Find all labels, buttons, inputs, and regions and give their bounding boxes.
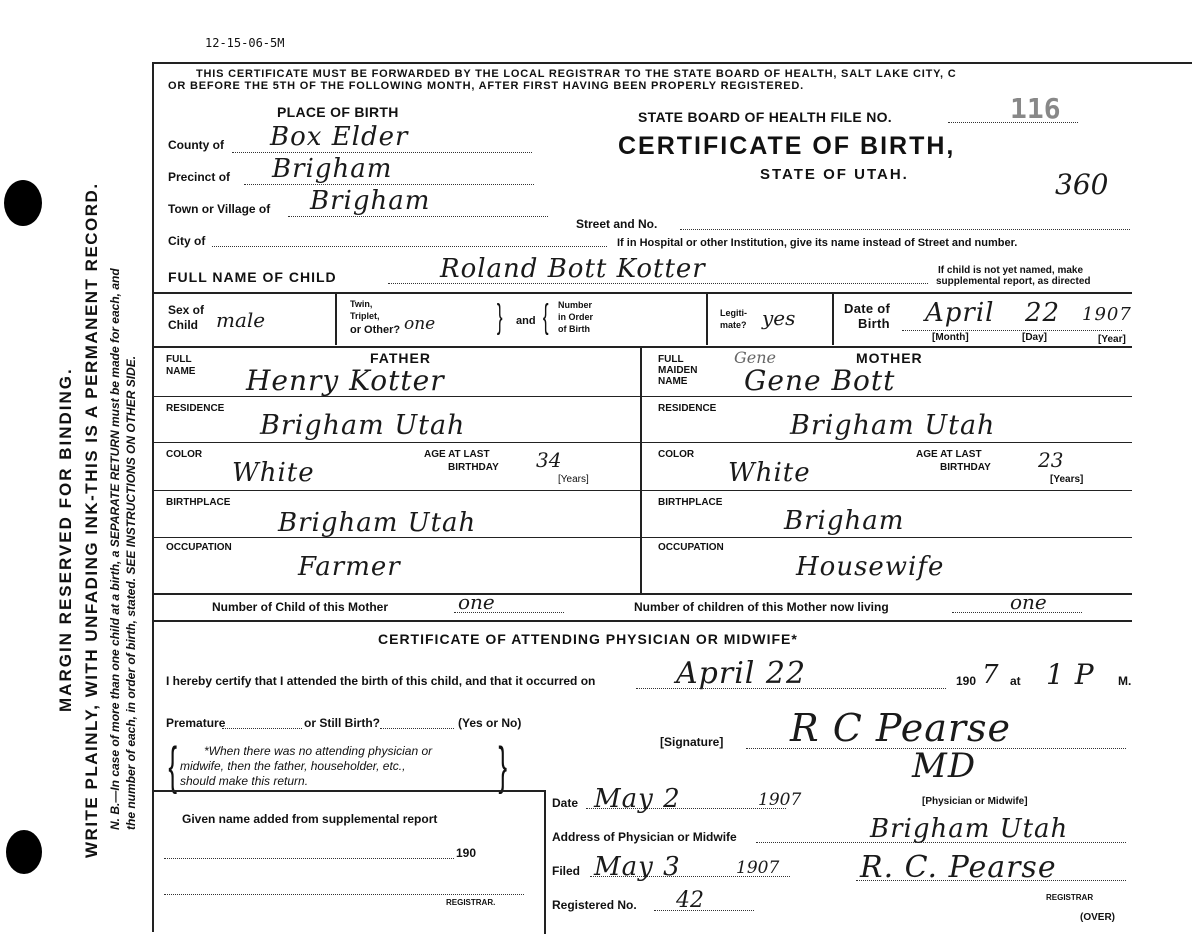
twin-label-3: or Other? — [350, 324, 401, 336]
child-number-value: one — [458, 590, 495, 614]
role-label: [Physician or Midwife] — [922, 796, 1028, 807]
town-value: Brigham — [310, 186, 431, 216]
registrar-label: REGISTRAR — [1046, 893, 1094, 902]
over-label: (OVER) — [1080, 912, 1115, 923]
number-label-3: of Birth — [558, 324, 590, 334]
registered-value: 42 — [676, 888, 704, 913]
time-suffix: M. — [1118, 674, 1132, 688]
supplement-text: Given name added from supplemental report — [182, 812, 438, 826]
date-label-1: Date of — [844, 301, 891, 316]
file-label: STATE BOARD OF HEALTH FILE NO. — [638, 109, 892, 125]
father-color-label: COLOR — [166, 449, 203, 460]
margin-note-line1: N. B.—In case of more than one child at a birth, a SEPARATE RETURN must be made for each, and — [108, 268, 122, 830]
sex-label-1: Sex of — [168, 303, 205, 317]
registrar-signature: R. C. Pearse — [860, 850, 1057, 885]
sex-label-2: Child — [168, 318, 198, 332]
file-number: 116 — [1010, 92, 1061, 125]
place-heading: PLACE OF BIRTH — [277, 104, 399, 120]
mother-years-label: [Years] — [1050, 474, 1084, 485]
date-label-2: Birth — [858, 316, 890, 331]
father-age-label-1: AGE AT LAST — [424, 449, 490, 460]
hospital-note: If in Hospital or other Institution, give its name instead of Street and number. — [617, 237, 1018, 249]
date-signed: May 2 — [594, 784, 681, 814]
physician-heading: CERTIFICATE OF ATTENDING PHYSICIAN OR MIDWIFE* — [378, 631, 798, 647]
state-label: STATE OF UTAH. — [760, 166, 909, 183]
mother-age-label-1: AGE AT LAST — [916, 449, 982, 460]
at-label: at — [1010, 674, 1021, 688]
twin-label-1: Twin, — [350, 299, 373, 309]
address-value: Brigham Utah — [870, 814, 1069, 844]
mother-full-label-1: FULL — [658, 354, 684, 365]
occurrence-date: April 22 — [676, 656, 807, 691]
town-label: Town or Village of — [168, 202, 271, 216]
father-color-value: White — [232, 458, 315, 488]
margin-permanent-text: WRITE PLAINLY, WITH UNFADING INK-THIS IS A PERMANENT RECORD. — [82, 182, 101, 858]
and-label: and — [516, 315, 536, 327]
mother-color-value: White — [728, 458, 811, 488]
twin-value: one — [404, 314, 436, 334]
mother-name-value: Gene Bott — [744, 364, 896, 397]
frame-top — [152, 62, 1192, 64]
county-label: County of — [168, 138, 224, 152]
registered-label: Registered No. — [552, 898, 637, 912]
mother-name-note: Gene — [734, 348, 777, 367]
living-children-label: Number of children of this Mother now living — [634, 600, 889, 614]
occurrence-year-prefix: 190 — [956, 674, 977, 688]
premature-label: Premature — [166, 716, 226, 730]
mother-occupation-value: Housewife — [796, 552, 945, 582]
mother-birthplace-label: BIRTHPLACE — [658, 497, 723, 508]
number-label-1: Number — [558, 300, 593, 310]
father-full-label-1: FULL — [166, 354, 192, 365]
birth-year: 1907 — [1082, 304, 1132, 325]
mother-age-value: 23 — [1038, 448, 1064, 472]
margin-note-line2: the number of each, in order of birth, stated. SEE INSTRUCTIONS ON OTHER SIDE. — [124, 355, 138, 830]
date-signed-year: 1907 — [758, 790, 802, 810]
notice-line1: THIS CERTIFICATE MUST BE FORWARDED BY THE LOCAL REGISTRAR TO THE STATE BOARD OF HEALTH, SALT LAKE CITY, C — [196, 68, 957, 80]
mother-residence-value: Brigham Utah — [790, 410, 996, 441]
father-years-label: [Years] — [558, 474, 589, 485]
father-birthplace-label: BIRTHPLACE — [166, 497, 231, 508]
legit-value: yes — [762, 306, 796, 330]
name-note-2: supplemental report, as directed — [936, 276, 1091, 287]
father-full-label-2: NAME — [166, 366, 196, 377]
signature-label: [Signature] — [660, 735, 724, 749]
binding-hole-top — [4, 180, 42, 226]
certify-text: I hereby certify that I attended the birth of this child, and that it occurred on — [166, 674, 596, 688]
note-line-1: *When there was no attending physician or — [204, 744, 433, 758]
date-label: Date — [552, 796, 579, 810]
signature-value: R C Pearse — [790, 706, 1012, 750]
margin-binding-text: MARGIN RESERVED FOR BINDING. — [56, 367, 75, 712]
mother-color-label: COLOR — [658, 449, 695, 460]
father-age-value: 34 — [536, 448, 562, 472]
legit-label-1: Legiti- — [720, 308, 747, 318]
birth-month: April — [925, 298, 995, 328]
mother-birthplace-value: Brigham — [784, 506, 905, 536]
supplement-year-prefix: 190 — [456, 846, 477, 860]
day-label: [Day] — [1022, 332, 1048, 343]
frame-left — [152, 62, 154, 932]
number-label-2: in Order — [558, 312, 594, 322]
living-children-value: one — [1010, 590, 1047, 614]
father-occupation-label: OCCUPATION — [166, 542, 232, 553]
filed-value: May 3 — [594, 852, 681, 882]
father-heading: FATHER — [370, 350, 431, 366]
month-label: [Month] — [932, 332, 969, 343]
filed-year: 1907 — [736, 858, 780, 878]
filed-label: Filed — [552, 864, 581, 878]
father-residence-value: Brigham Utah — [260, 410, 466, 441]
legit-label-2: mate? — [720, 320, 747, 330]
precinct-value: Brigham — [272, 154, 393, 184]
county-value: Box Elder — [270, 122, 409, 152]
occurrence-time: 1 P — [1046, 658, 1095, 691]
address-label: Address of Physician or Midwife — [552, 830, 737, 844]
note-line-2: midwife, then the father, householder, etc., — [180, 759, 406, 773]
mother-age-label-2: BIRTHDAY — [940, 462, 991, 473]
street-label: Street and No. — [576, 217, 658, 231]
mother-residence-label: RESIDENCE — [658, 403, 717, 414]
name-note-1: If child is not yet named, make — [938, 265, 1084, 276]
mother-full-label-3: NAME — [658, 376, 688, 387]
form-code: 12-15-06-5M — [205, 36, 285, 50]
precinct-label: Precinct of — [168, 170, 231, 184]
mother-full-label-2: MAIDEN — [658, 365, 698, 376]
year-label: [Year] — [1098, 334, 1126, 345]
mother-occupation-label: OCCUPATION — [658, 542, 724, 553]
occurrence-year: 7 — [982, 660, 1000, 690]
certificate-title: CERTIFICATE OF BIRTH, — [618, 132, 956, 160]
child-name-label: FULL NAME OF CHILD — [168, 269, 337, 285]
father-age-label-2: BIRTHDAY — [448, 462, 499, 473]
father-residence-label: RESIDENCE — [166, 403, 225, 414]
child-number-label: Number of Child of this Mother — [212, 600, 388, 614]
father-name-value: Henry Kotter — [246, 364, 445, 397]
binding-hole-bottom — [6, 830, 42, 874]
sex-value: male — [216, 308, 266, 332]
notice-line2: OR BEFORE THE 5TH OF THE FOLLOWING MONTH, AFTER FIRST HAVING BEEN PROPERLY REGISTERED. — [168, 80, 804, 92]
birth-day: 22 — [1025, 298, 1061, 328]
yesno-label: (Yes or No) — [458, 716, 522, 730]
father-birthplace-value: Brigham Utah — [278, 508, 477, 538]
mother-heading: MOTHER — [856, 350, 923, 366]
supplement-registrar-label: REGISTRAR. — [446, 898, 496, 907]
note-line-3: should make this return. — [180, 774, 309, 788]
file-number-2: 360 — [1055, 168, 1109, 201]
city-label: City of — [168, 234, 206, 248]
father-occupation-value: Farmer — [298, 552, 401, 582]
twin-label-2: Triplet, — [350, 311, 380, 321]
child-name-value: Roland Bott Kotter — [440, 254, 706, 284]
stillbirth-label: or Still Birth? — [304, 716, 380, 730]
signature-title: MD — [912, 746, 977, 786]
